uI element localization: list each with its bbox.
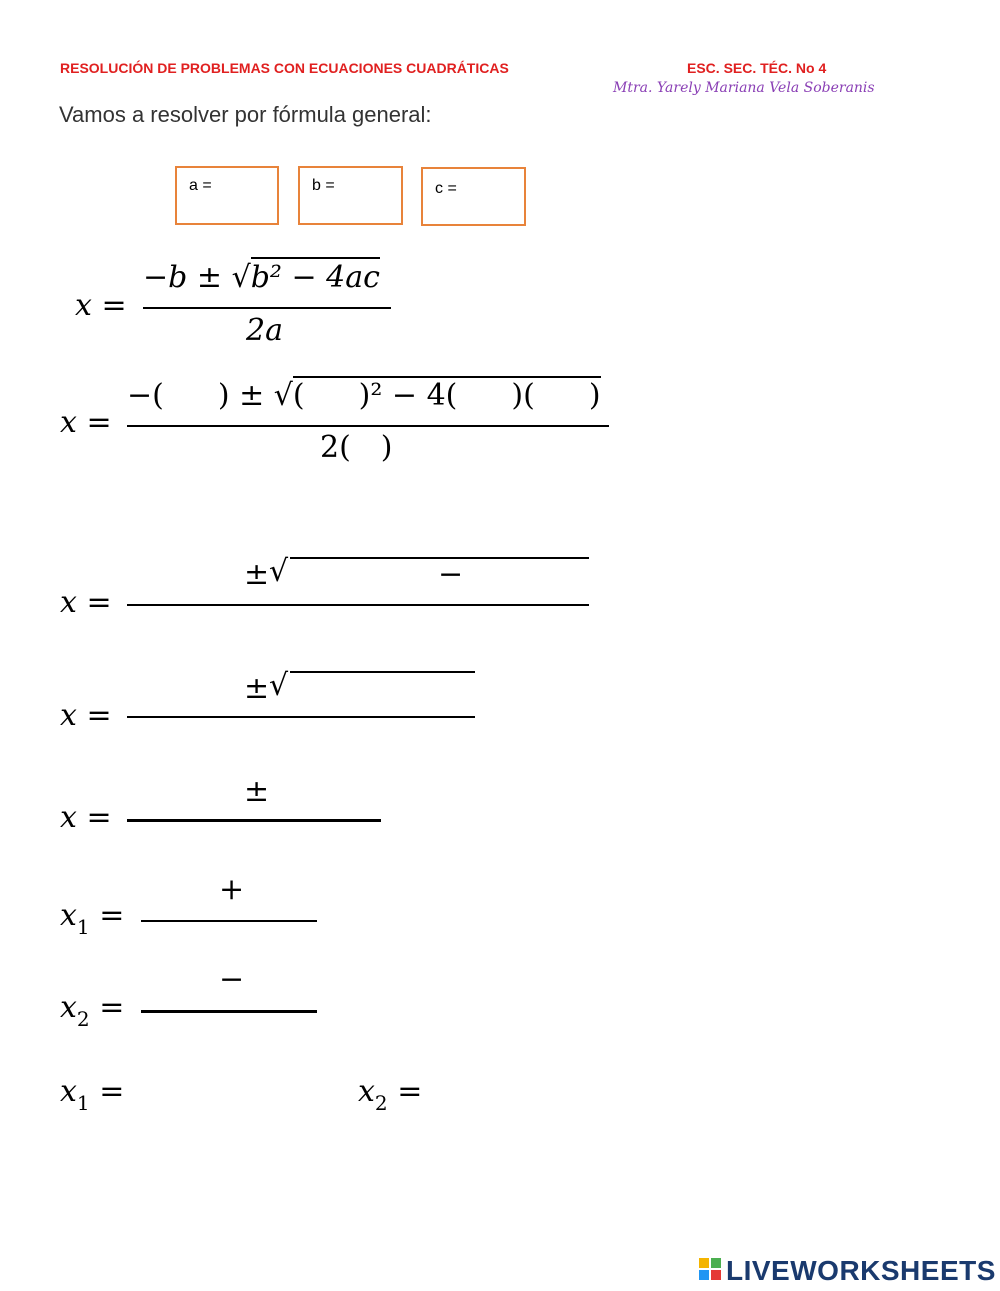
x2-minus: − [219,962,245,997]
answer-x1-subscript: 1 [76,1091,90,1115]
coefficient-a-label: a = [189,177,212,194]
formula-radicand: b² − 4ac [251,257,380,295]
formula-denominator: 2a [246,313,283,348]
substitution-denominator [320,430,393,465]
formula-numerator-prefix: −b ± [143,260,232,295]
x1-equals: = [99,898,125,933]
substitution-numerator [127,378,601,413]
den-close: ) [380,430,393,465]
step4-fraction-bar [127,716,475,718]
answer-x2-label [358,1074,423,1115]
plus-minus: ± [239,378,265,413]
coefficient-b-label: b = [312,177,335,194]
x2-label [60,990,125,1031]
sqrt-symbol: √ [273,378,293,413]
teacher-name: Mtra. Yarely Mariana Vela Soberanis [613,80,875,96]
coefficient-b-input[interactable] [298,166,403,225]
close-paren: ) [217,378,230,413]
sub-c-blank[interactable] [535,382,589,412]
sub-a-blank[interactable] [457,382,511,412]
answer-x1-equals: = [99,1074,125,1109]
minus-four: − 4( [391,378,458,413]
sub-b2-blank[interactable] [305,382,359,412]
substitution-lhs: x = [60,405,112,440]
x2-var: x [60,990,77,1025]
sub-den-a-blank[interactable] [351,434,381,464]
substitution-radicand [293,376,601,413]
liveworksheets-logo-text: LIVEWORKSHEETS [726,1255,996,1286]
step3-pm: ± [244,557,270,592]
step4-lhs: x = [60,698,112,733]
x1-var: x [60,898,77,933]
x1-plus: + [219,872,245,907]
step3-lhs: x = [60,585,112,620]
answer-x1-var: x [60,1074,77,1109]
close-paren: ) [588,378,601,413]
coefficient-a-input[interactable] [175,166,279,225]
coefficient-c-label: c = [435,180,457,197]
step5-fraction-bar [127,819,381,822]
step4-radical-bar [290,671,475,673]
x2-equals: = [99,990,125,1025]
answer-x1-input[interactable] [140,1070,330,1110]
coefficient-c-input[interactable] [421,167,526,226]
answer-x2-subscript: 2 [374,1091,388,1115]
formula-numerator [143,260,380,295]
answer-x2-input[interactable] [440,1070,630,1110]
step5-lhs: x = [60,800,112,835]
answer-x1-label [60,1074,125,1115]
x1-subscript: 1 [76,915,90,939]
step4-pm: ± [244,671,270,706]
step3-sqrt: √ [269,554,289,589]
x1-fraction-bar [141,920,317,922]
formula-fraction-bar [143,307,391,309]
worksheet-title: RESOLUCIÓN DE PROBLEMAS CON ECUACIONES CUADRÁTICAS [60,60,509,76]
step5-pm: ± [244,774,270,809]
den-open: 2( [320,430,351,465]
step3-minus: − [438,557,464,592]
mid-parens: )( [511,378,535,413]
liveworksheets-logo-icon [699,1258,723,1282]
sqrt-symbol: √ [231,260,251,295]
step4-sqrt: √ [269,668,289,703]
substitution-fraction-bar [127,425,609,427]
step3-fraction-bar [127,604,589,606]
square-close: )² [358,378,383,413]
neg-open-paren: −( [127,378,164,413]
formula-lhs: x = [75,288,127,323]
x2-subscript: 2 [76,1007,90,1031]
answer-x2-var: x [358,1074,375,1109]
x2-fraction-bar [141,1010,317,1013]
x1-label [60,898,125,939]
open-paren: ( [292,378,305,413]
answer-x2-equals: = [397,1074,423,1109]
instructions: Vamos a resolver por fórmula general: [59,102,432,127]
school-name: ESC. SEC. TÉC. No 4 [687,60,827,76]
sub-b-blank[interactable] [164,382,218,412]
